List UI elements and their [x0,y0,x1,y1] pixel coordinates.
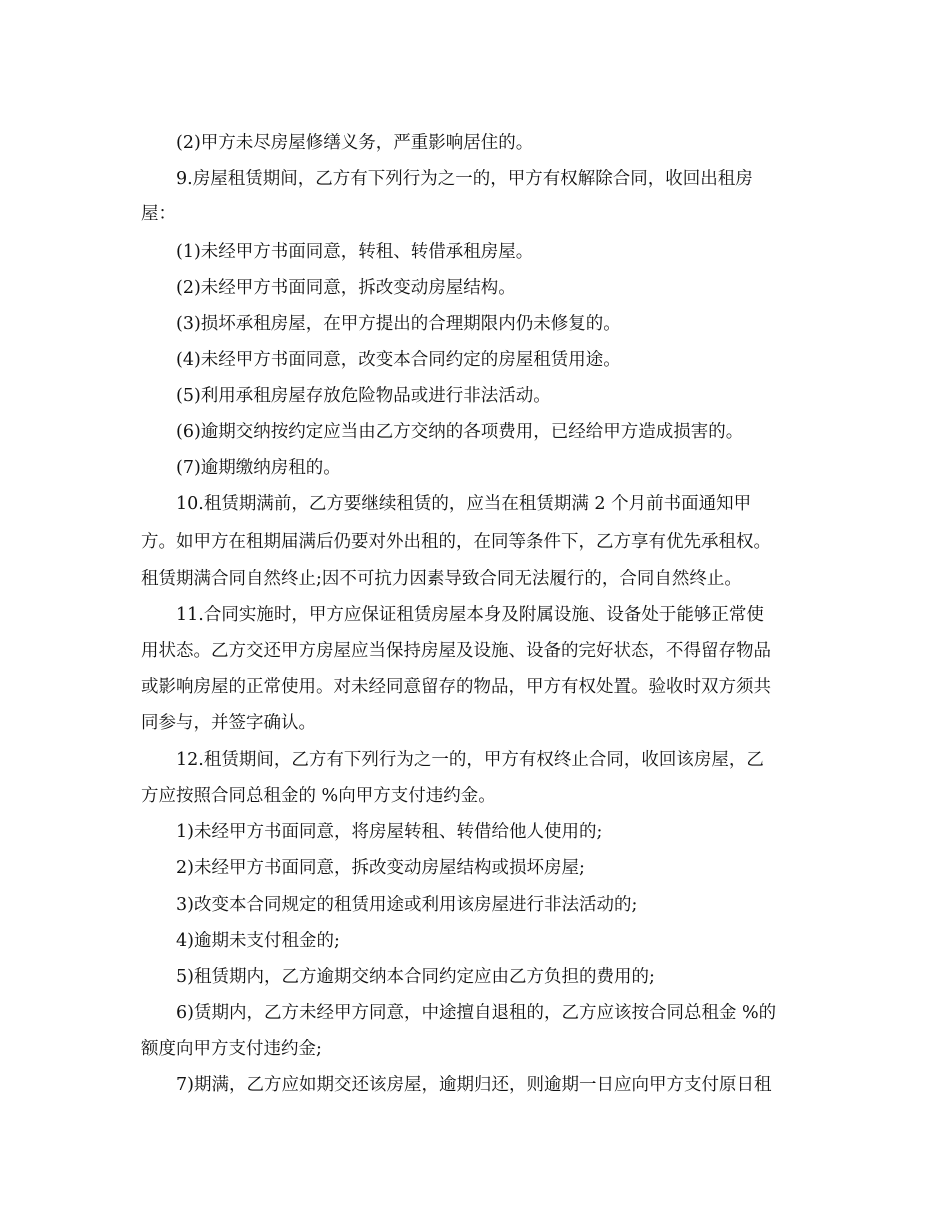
text-line: 或影响房屋的正常使用。对未经同意留存的物品，甲方有权处置。验收时双方须共 [141,677,771,697]
text-line: 11.合同实施时，甲方应保证租赁房屋本身及附属设施、设备处于能够正常使 [176,605,764,625]
text-line: 3)改变本合同规定的租赁用途或利用该房屋进行非法活动的; [176,895,638,915]
text-line: 同参与，并签字确认。 [141,713,316,733]
text-line: 用状态。乙方交还甲方房屋应当保持房屋及设施、设备的完好状态，不得留存物品 [141,641,771,661]
text-line: (4)未经甲方书面同意，改变本合同约定的房屋租赁用途。 [176,350,621,370]
text-line: 方应按照合同总租金的 %向甲方支付违约金。 [141,786,496,806]
text-line: 方。如甲方在租期届满后仍要对外出租的，在同等条件下，乙方享有优先承租权。 [141,532,771,552]
text-line: 6)赁期内，乙方未经甲方同意，中途擅自退租的，乙方应该按合同总租金 %的 [176,1003,777,1023]
text-line: (2)未经甲方书面同意，拆改变动房屋结构。 [176,278,516,298]
text-line: (2)甲方未尽房屋修缮义务，严重影响居住的。 [176,133,534,153]
text-line: 2)未经甲方书面同意，拆改变动房屋结构或损坏房屋; [176,858,585,878]
text-line: 4)逾期未支付租金的; [176,931,340,951]
text-line: (3)损坏承租房屋，在甲方提出的合理期限内仍未修复的。 [176,314,621,334]
text-line: (6)逾期交纳按约定应当由乙方交纳的各项费用，已经给甲方造成损害的。 [176,422,744,442]
text-line: 12.租赁期间，乙方有下列行为之一的，甲方有权终止合同，收回该房屋，乙 [176,750,764,770]
text-line: 7)期满，乙方应如期交还该房屋，逾期归还，则逾期一日应向甲方支付原日租 [176,1075,772,1095]
text-line: 额度向甲方支付违约金; [141,1039,322,1059]
text-line: 10.租赁期满前，乙方要继续租赁的，应当在租赁期满 2 个月前书面通知甲 [176,494,752,514]
text-line: 9.房屋租赁期间，乙方有下列行为之一的，甲方有权解除合同，收回出租房 [176,169,753,189]
text-line: 5)租赁期内，乙方逾期交纳本合同约定应由乙方负担的费用的; [176,967,655,987]
text-line: (7)逾期缴纳房租的。 [176,458,341,478]
text-line: 屋： [141,204,176,224]
text-line: (5)利用承租房屋存放危险物品或进行非法活动。 [176,386,551,406]
text-line: (1)未经甲方书面同意，转租、转借承租房屋。 [176,242,534,262]
text-line: 租赁期满合同自然终止;因不可抗力因素导致合同无法履行的，合同自然终止。 [141,569,742,589]
text-line: 1)未经甲方书面同意，将房屋转租、转借给他人使用的; [176,822,603,842]
